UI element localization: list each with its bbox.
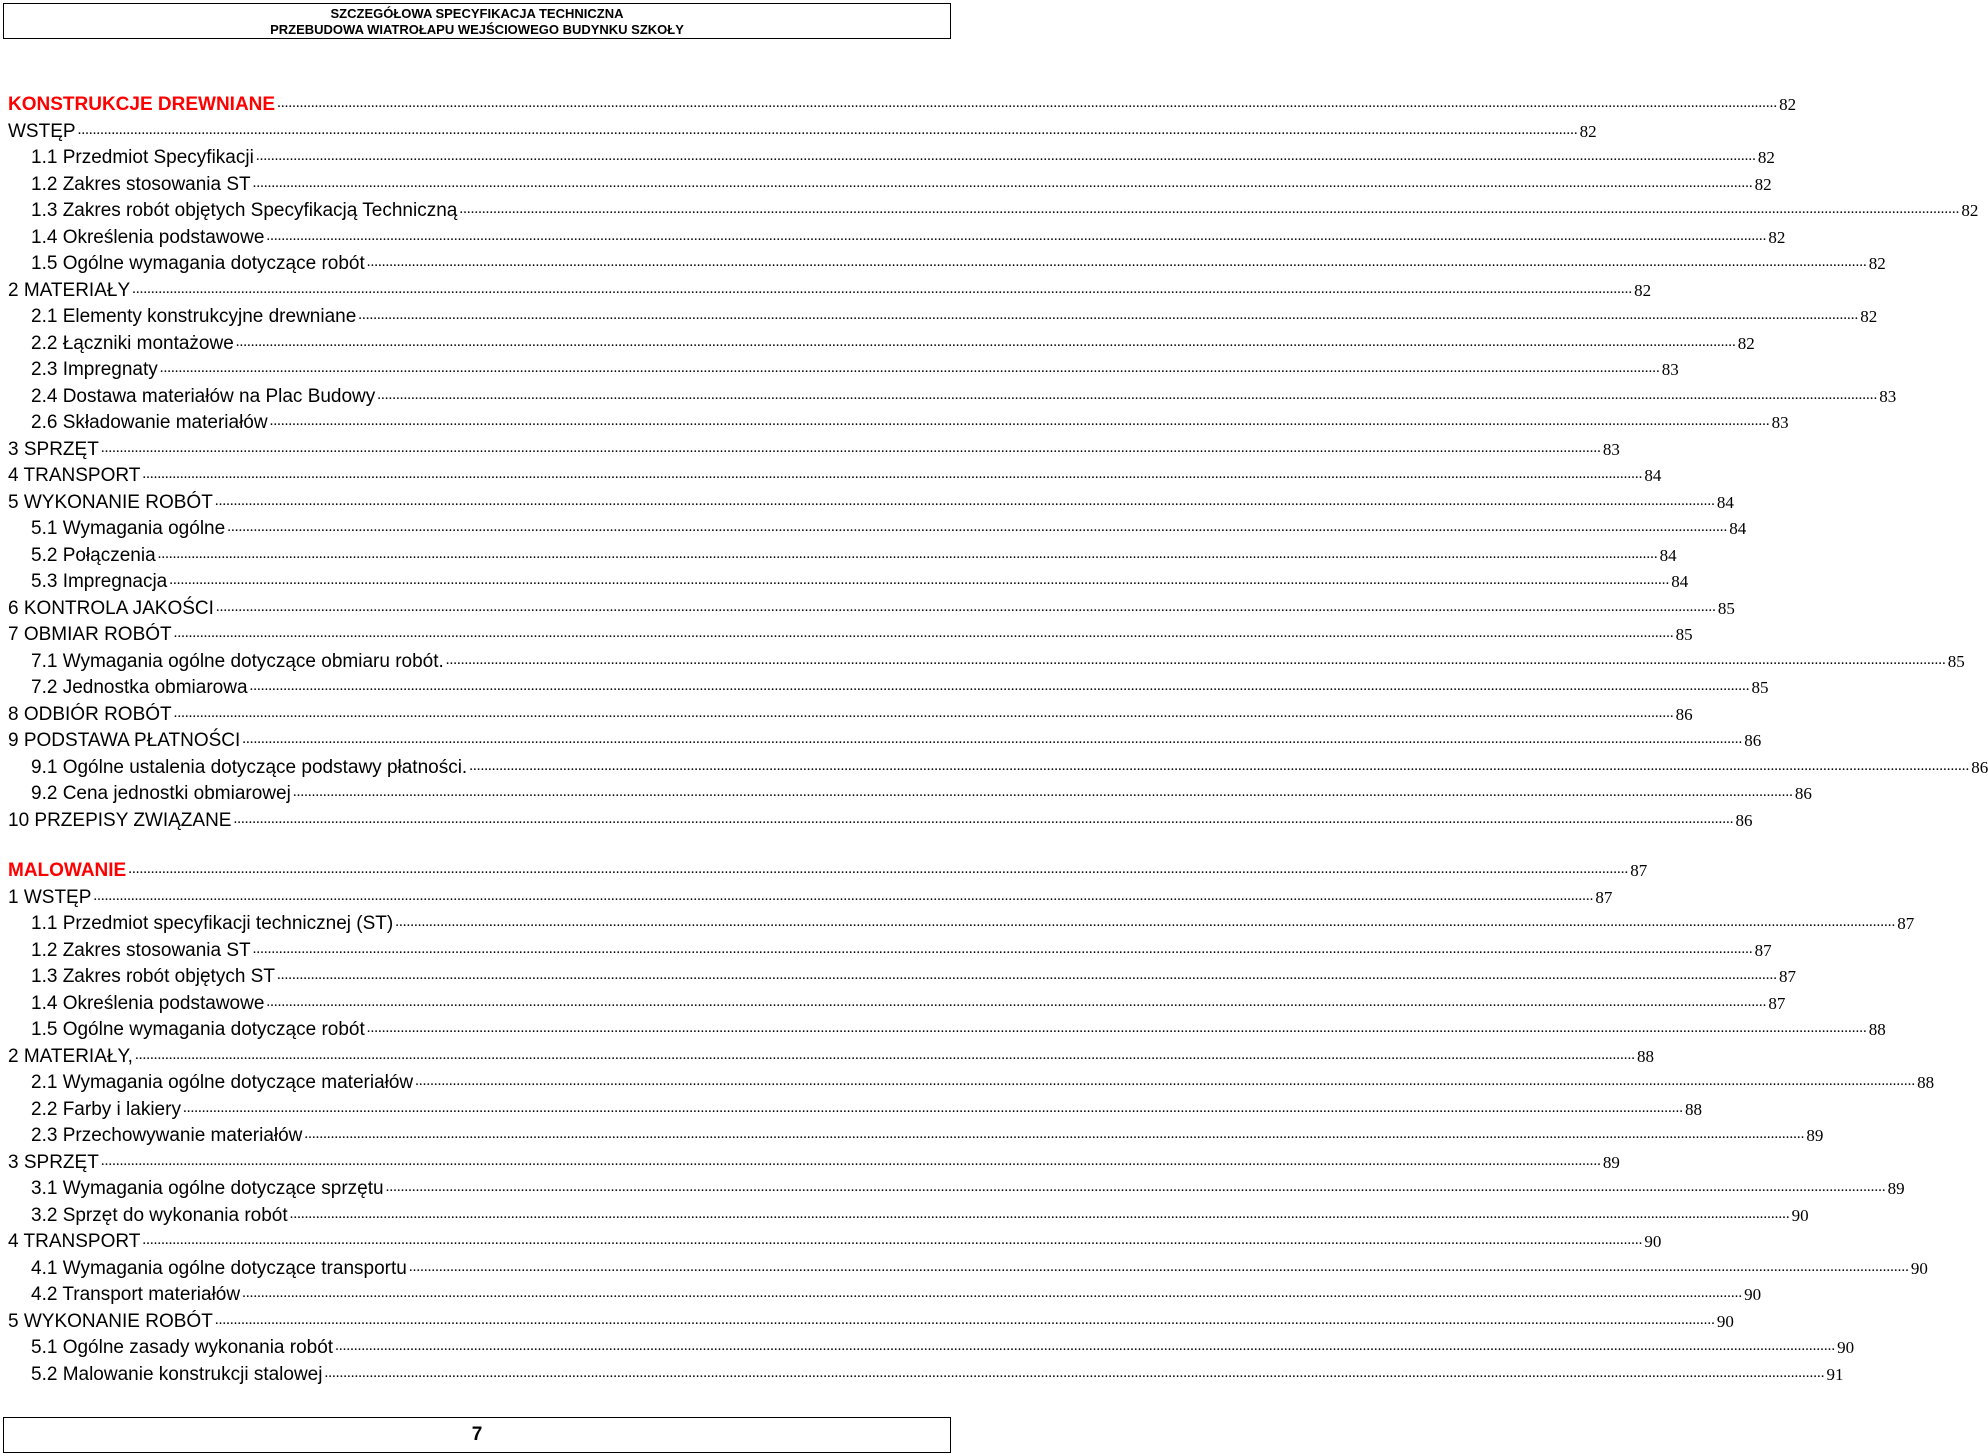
toc-entry[interactable]: [31, 514, 1747, 540]
toc-entry[interactable]: [31, 1360, 1844, 1386]
toc-entry[interactable]: [31, 249, 1886, 275]
toc-entry[interactable]: [8, 1042, 1654, 1068]
toc-entry-title: 2 MATERIAŁY: [8, 279, 131, 301]
toc-entry-page: 85: [1947, 651, 1965, 671]
dot-leader: ................................................................................................................................................................................................................................................................................................................................................................................................................: [358, 307, 1859, 323]
toc-entry-page: 82: [1868, 254, 1886, 273]
toc-entry-page: 88: [1868, 1020, 1886, 1039]
toc-entry-title: 2.1 Wymagania ogólne dotyczące materiałów: [31, 1072, 414, 1093]
toc-entry-title: 5.3 Impregnacja: [31, 571, 168, 592]
toc-entry[interactable]: [8, 620, 1693, 646]
toc-entry-page: 90: [1644, 1232, 1662, 1251]
toc-entry-page: 86: [1794, 784, 1812, 803]
toc-entry-title: 1.5 Ogólne wymagania dotyczące robót: [31, 253, 365, 274]
toc-entry-title: KONSTRUKCJE DREWNIANE: [8, 94, 276, 115]
dot-leader: ................................................................................................................................................................................................................................................................................................................................................................................................................: [242, 731, 1743, 747]
toc-entry-title: 2.2 Łączniki montażowe: [31, 332, 234, 354]
toc-entry-title: WSTĘP: [8, 120, 76, 142]
page-footer: [3, 1417, 951, 1453]
toc-entry-title: 7.1 Wymagania ogólne dotyczące obmiaru robót.: [31, 650, 444, 672]
toc-entry-page: 87: [1897, 914, 1915, 933]
toc-entry-title: 9.2 Cena jednostki obmiarowej: [31, 783, 291, 804]
toc-entry[interactable]: [31, 1254, 1928, 1280]
toc-entry-title: 1.4 Określenia podstawowe: [31, 226, 265, 248]
dot-leader: ................................................................................................................................................................................................................................................................................................................................................................................................................: [173, 704, 1674, 721]
dot-leader: ................................................................................................................................................................................................................................................................................................................................................................................................................: [249, 678, 1750, 694]
dot-leader: ................................................................................................................................................................................................................................................................................................................................................................................................................: [227, 519, 1728, 535]
toc-entry[interactable]: [31, 382, 1897, 408]
dot-leader: ................................................................................................................................................................................................................................................................................................................................................................................................................: [469, 757, 1970, 774]
dot-leader: ................................................................................................................................................................................................................................................................................................................................................................................................................: [182, 1099, 1683, 1116]
toc-entry-page: 85: [1717, 598, 1735, 618]
toc-entry[interactable]: [31, 302, 1878, 328]
dot-leader: ................................................................................................................................................................................................................................................................................................................................................................................................................: [100, 439, 1601, 456]
toc-entry-title: 3.2 Sprzęt do wykonania robót: [31, 1204, 288, 1226]
toc-entry-title: 2 MATERIAŁY,: [8, 1045, 133, 1067]
toc-entry[interactable]: [31, 779, 1812, 805]
dot-leader: ................................................................................................................................................................................................................................................................................................................................................................................................................: [142, 466, 1643, 482]
toc-entry[interactable]: [31, 673, 1769, 699]
toc-entry[interactable]: [8, 1148, 1620, 1174]
toc-entry[interactable]: [8, 461, 1662, 487]
toc-entry-page: 84: [1659, 545, 1677, 565]
toc-entry-title: 6 KONTROLA JAKOŚCI: [8, 597, 214, 619]
toc-entry-page: 90: [1910, 1258, 1928, 1278]
toc-entry-page: 89: [1806, 1126, 1824, 1145]
toc-entry-page: 82: [1757, 148, 1775, 167]
toc-entry-page: 87: [1778, 967, 1796, 986]
dot-leader: ................................................................................................................................................................................................................................................................................................................................................................................................................: [277, 95, 1778, 111]
toc-entry-title: 1.3 Zakres robót objętych ST: [31, 966, 275, 987]
toc-entry[interactable]: [31, 541, 1677, 567]
dot-leader: ................................................................................................................................................................................................................................................................................................................................................................................................................: [385, 1179, 1886, 1195]
toc-entry-title: 3 SPRZĘT: [8, 438, 99, 460]
dot-leader: ................................................................................................................................................................................................................................................................................................................................................................................................................: [132, 280, 1633, 297]
toc-entry-page: 86: [1675, 704, 1693, 724]
toc-entry[interactable]: [31, 223, 1786, 249]
toc-entry[interactable]: [31, 1201, 1809, 1227]
toc-entry-title: 4.2 Transport materiałów: [31, 1284, 241, 1305]
toc-entry[interactable]: [31, 408, 1789, 434]
dot-leader: ................................................................................................................................................................................................................................................................................................................................................................................................................: [255, 148, 1756, 164]
toc-entry-page: 82: [1579, 121, 1597, 141]
toc-entry[interactable]: [8, 1227, 1662, 1253]
dot-leader: ................................................................................................................................................................................................................................................................................................................................................................................................................: [252, 940, 1753, 957]
dot-leader: ................................................................................................................................................................................................................................................................................................................................................................................................................: [408, 1258, 1909, 1275]
toc-entry-title: 3.1 Wymagania ogólne dotyczące sprzętu: [31, 1178, 384, 1199]
toc-entry-page: 82: [1634, 280, 1652, 300]
toc-entry-title: MALOWANIE: [8, 860, 127, 881]
toc-entry[interactable]: [31, 170, 1772, 196]
dot-leader: ................................................................................................................................................................................................................................................................................................................................................................................................................: [304, 1126, 1805, 1142]
toc-entry[interactable]: [8, 883, 1613, 909]
toc-entry[interactable]: [8, 856, 1648, 882]
dot-leader: ................................................................................................................................................................................................................................................................................................................................................................................................................: [214, 1311, 1715, 1328]
toc-entry-title: 10 PRZEPISY ZWIĄZANE: [8, 809, 232, 831]
toc-entry-page: 87: [1754, 940, 1772, 960]
toc-entry-page: 90: [1791, 1205, 1809, 1225]
toc-entry-title: 5.2 Połączenia: [31, 544, 156, 566]
dot-leader: ................................................................................................................................................................................................................................................................................................................................................................................................................: [242, 1285, 1743, 1301]
toc-entry-page: 82: [1754, 174, 1772, 194]
toc-entry[interactable]: [31, 1174, 1905, 1200]
toc-entry-page: 87: [1768, 993, 1786, 1013]
dot-leader: ................................................................................................................................................................................................................................................................................................................................................................................................................: [100, 1152, 1601, 1169]
toc-entry[interactable]: [31, 567, 1689, 593]
dot-leader: ................................................................................................................................................................................................................................................................................................................................................................................................................: [292, 784, 1793, 800]
toc-entry-page: 90: [1744, 1285, 1762, 1304]
toc-entry-title: 2.6 Składowanie materiałów: [31, 412, 268, 433]
dot-leader: ................................................................................................................................................................................................................................................................................................................................................................................................................: [269, 413, 1770, 429]
toc-entry[interactable]: [31, 1095, 1702, 1121]
toc-entry-page: 87: [1595, 887, 1613, 907]
toc-entry-page: 84: [1644, 466, 1662, 485]
toc-entry[interactable]: [31, 1068, 1935, 1094]
toc-entry[interactable]: [8, 488, 1734, 514]
toc-entry-page: 88: [1917, 1073, 1935, 1092]
toc-entry-title: 2.3 Przechowywanie materiałów: [31, 1125, 303, 1146]
toc-entry[interactable]: [31, 962, 1796, 988]
toc-entry[interactable]: [31, 196, 1979, 222]
toc-entry[interactable]: [31, 936, 1772, 962]
toc-entry-page: 89: [1887, 1179, 1905, 1198]
toc-entry-title: 4 TRANSPORT: [8, 1231, 141, 1252]
toc-entry-title: 3 SPRZĘT: [8, 1151, 99, 1173]
toc-entry[interactable]: [31, 355, 1679, 381]
toc-entry[interactable]: [8, 90, 1797, 116]
toc-entry-title: 1.5 Ogólne wymagania dotyczące robót: [31, 1019, 365, 1040]
toc-entry-page: 82: [1768, 227, 1786, 247]
toc-entry-page: 90: [1716, 1311, 1734, 1331]
toc-entry-title: 1.1 Przedmiot Specyfikacji: [31, 147, 254, 168]
toc-entry[interactable]: [31, 1015, 1886, 1041]
toc-entry[interactable]: [8, 117, 1597, 143]
toc-entry-title: 1.2 Zakres stosowania ST: [31, 939, 251, 961]
dot-leader: ................................................................................................................................................................................................................................................................................................................................................................................................................: [445, 651, 1946, 668]
dot-leader: ................................................................................................................................................................................................................................................................................................................................................................................................................: [415, 1073, 1916, 1089]
toc-entry-title: 1.4 Określenia podstawowe: [31, 992, 265, 1014]
dot-leader: ................................................................................................................................................................................................................................................................................................................................................................................................................: [289, 1205, 1790, 1222]
dot-leader: ................................................................................................................................................................................................................................................................................................................................................................................................................: [233, 810, 1734, 827]
dot-leader: ................................................................................................................................................................................................................................................................................................................................................................................................................: [266, 993, 1767, 1010]
toc-entry[interactable]: [31, 909, 1915, 935]
toc-entry-title: 5.1 Ogólne zasady wykonania robót: [31, 1337, 334, 1358]
toc-entry[interactable]: [8, 276, 1652, 302]
dot-leader: ................................................................................................................................................................................................................................................................................................................................................................................................................: [266, 227, 1767, 244]
toc-entry-page: 82: [1737, 333, 1755, 353]
toc-entry[interactable]: [8, 700, 1693, 726]
toc-entry-title: 2.3 Impregnaty: [31, 359, 158, 380]
dot-leader: ................................................................................................................................................................................................................................................................................................................................................................................................................: [159, 360, 1660, 376]
toc-entry-title: 9 PODSTAWA PŁATNOŚCI: [8, 730, 241, 751]
dot-leader: ................................................................................................................................................................................................................................................................................................................................................................................................................: [235, 333, 1736, 350]
dot-leader: ................................................................................................................................................................................................................................................................................................................................................................................................................: [134, 1046, 1635, 1063]
toc-entry-page: 84: [1729, 519, 1747, 538]
dot-leader: ................................................................................................................................................................................................................................................................................................................................................................................................................: [366, 1020, 1867, 1036]
toc-entry-page: 82: [1860, 307, 1878, 326]
toc-entry[interactable]: [31, 647, 1965, 673]
toc-entry[interactable]: [31, 329, 1755, 355]
toc-entry-page: 83: [1661, 360, 1679, 379]
toc-entry-title: 2.4 Dostawa materiałów na Plac Budowy: [31, 385, 376, 407]
dot-leader: ................................................................................................................................................................................................................................................................................................................................................................................................................: [169, 572, 1670, 588]
toc-entry-page: 88: [1636, 1046, 1654, 1066]
toc-entry-title: 5.2 Malowanie konstrukcji stalowej: [31, 1363, 323, 1385]
toc-entry-title: 4.1 Wymagania ogólne dotyczące transportu: [31, 1257, 407, 1279]
toc-entry-title: 2.2 Farby i lakiery: [31, 1098, 181, 1120]
dot-leader: ................................................................................................................................................................................................................................................................................................................................................................................................................: [93, 887, 1594, 904]
page-number: 7: [471, 1424, 483, 1445]
toc-entry[interactable]: [8, 726, 1762, 752]
header-title: SZCZEGÓŁOWA SPECYFIKACJA TECHNICZNA: [330, 6, 624, 21]
toc-entry-title: 4 TRANSPORT: [8, 465, 141, 486]
toc-entry-page: 83: [1602, 439, 1620, 459]
toc-entry-title: 7.2 Jednostka obmiarowa: [31, 677, 248, 698]
toc-entry-title: 1.3 Zakres robót objętych Specyfikacją Techniczną: [31, 200, 458, 221]
toc-entry-page: 86: [1744, 731, 1762, 750]
dot-leader: ................................................................................................................................................................................................................................................................................................................................................................................................................: [77, 121, 1578, 138]
dot-leader: ................................................................................................................................................................................................................................................................................................................................................................................................................: [276, 967, 1777, 983]
toc-entry-page: 89: [1602, 1152, 1620, 1172]
toc-entry[interactable]: [31, 1280, 1762, 1306]
toc-entry-page: 86: [1735, 810, 1753, 830]
dot-leader: ................................................................................................................................................................................................................................................................................................................................................................................................................: [366, 254, 1867, 270]
dot-leader: ................................................................................................................................................................................................................................................................................................................................................................................................................: [395, 914, 1896, 930]
dot-leader: ................................................................................................................................................................................................................................................................................................................................................................................................................: [459, 201, 1960, 217]
toc-entry-page: 90: [1837, 1338, 1855, 1357]
toc-entry-title: 8 ODBIÓR ROBÓT: [8, 703, 172, 725]
toc-entry[interactable]: [8, 806, 1753, 832]
toc-entry[interactable]: [31, 989, 1786, 1015]
toc-entry-title: 1.1 Przedmiot specyfikacji technicznej (ST): [31, 913, 394, 934]
toc-entry-page: 84: [1716, 492, 1734, 512]
dot-leader: ................................................................................................................................................................................................................................................................................................................................................................................................................: [324, 1364, 1825, 1381]
dot-leader: ................................................................................................................................................................................................................................................................................................................................................................................................................: [335, 1338, 1836, 1354]
toc-entry-title: 2.1 Elementy konstrukcyjne drewniane: [31, 306, 357, 327]
toc-entry-page: 91: [1826, 1364, 1844, 1384]
toc-entry-title: 5 WYKONANIE ROBÓT: [8, 1310, 213, 1332]
toc-entry[interactable]: [31, 1333, 1855, 1359]
toc-entry-title: 5.1 Wymagania ogólne: [31, 518, 226, 539]
toc-entry-page: 83: [1771, 413, 1789, 432]
dot-leader: ................................................................................................................................................................................................................................................................................................................................................................................................................: [215, 598, 1716, 615]
toc-entry[interactable]: [8, 1307, 1734, 1333]
toc-entry-title: 5 WYKONANIE ROBÓT: [8, 491, 213, 513]
toc-entry[interactable]: [8, 594, 1735, 620]
dot-leader: ................................................................................................................................................................................................................................................................................................................................................................................................................: [128, 861, 1629, 877]
toc-entry-page: 85: [1675, 625, 1693, 644]
toc-entry[interactable]: [31, 143, 1775, 169]
toc-entry-title: 1 WSTĘP: [8, 886, 92, 908]
dot-leader: ................................................................................................................................................................................................................................................................................................................................................................................................................: [157, 545, 1658, 562]
toc-entry-page: 88: [1684, 1099, 1702, 1119]
toc-entry-title: 1.2 Zakres stosowania ST: [31, 173, 251, 195]
toc-entry-page: 86: [1971, 757, 1988, 777]
toc-entry[interactable]: [8, 435, 1620, 461]
header-subtitle: PRZEBUDOWA WIATROŁAPU WEJŚCIOWEGO BUDYNKU SZKOŁY: [270, 22, 684, 37]
toc-entry-page: 87: [1630, 861, 1648, 880]
toc-entry-page: 82: [1779, 95, 1797, 114]
toc-entry-page: 85: [1751, 678, 1769, 697]
dot-leader: ................................................................................................................................................................................................................................................................................................................................................................................................................: [214, 492, 1715, 509]
toc-entry-title: 7 OBMIAR ROBÓT: [8, 624, 172, 645]
toc-entry-page: 82: [1961, 201, 1979, 220]
dot-leader: ................................................................................................................................................................................................................................................................................................................................................................................................................: [142, 1232, 1643, 1248]
toc-entry-page: 84: [1671, 572, 1689, 591]
toc-entry-page: 83: [1879, 386, 1897, 406]
dot-leader: ................................................................................................................................................................................................................................................................................................................................................................................................................: [252, 174, 1753, 191]
dot-leader: ................................................................................................................................................................................................................................................................................................................................................................................................................: [377, 386, 1878, 403]
toc-entry[interactable]: [31, 753, 1988, 779]
toc-entry-title: 9.1 Ogólne ustalenia dotyczące podstawy płatności.: [31, 756, 468, 778]
dot-leader: ................................................................................................................................................................................................................................................................................................................................................................................................................: [173, 625, 1674, 641]
toc-entry[interactable]: [31, 1121, 1824, 1147]
